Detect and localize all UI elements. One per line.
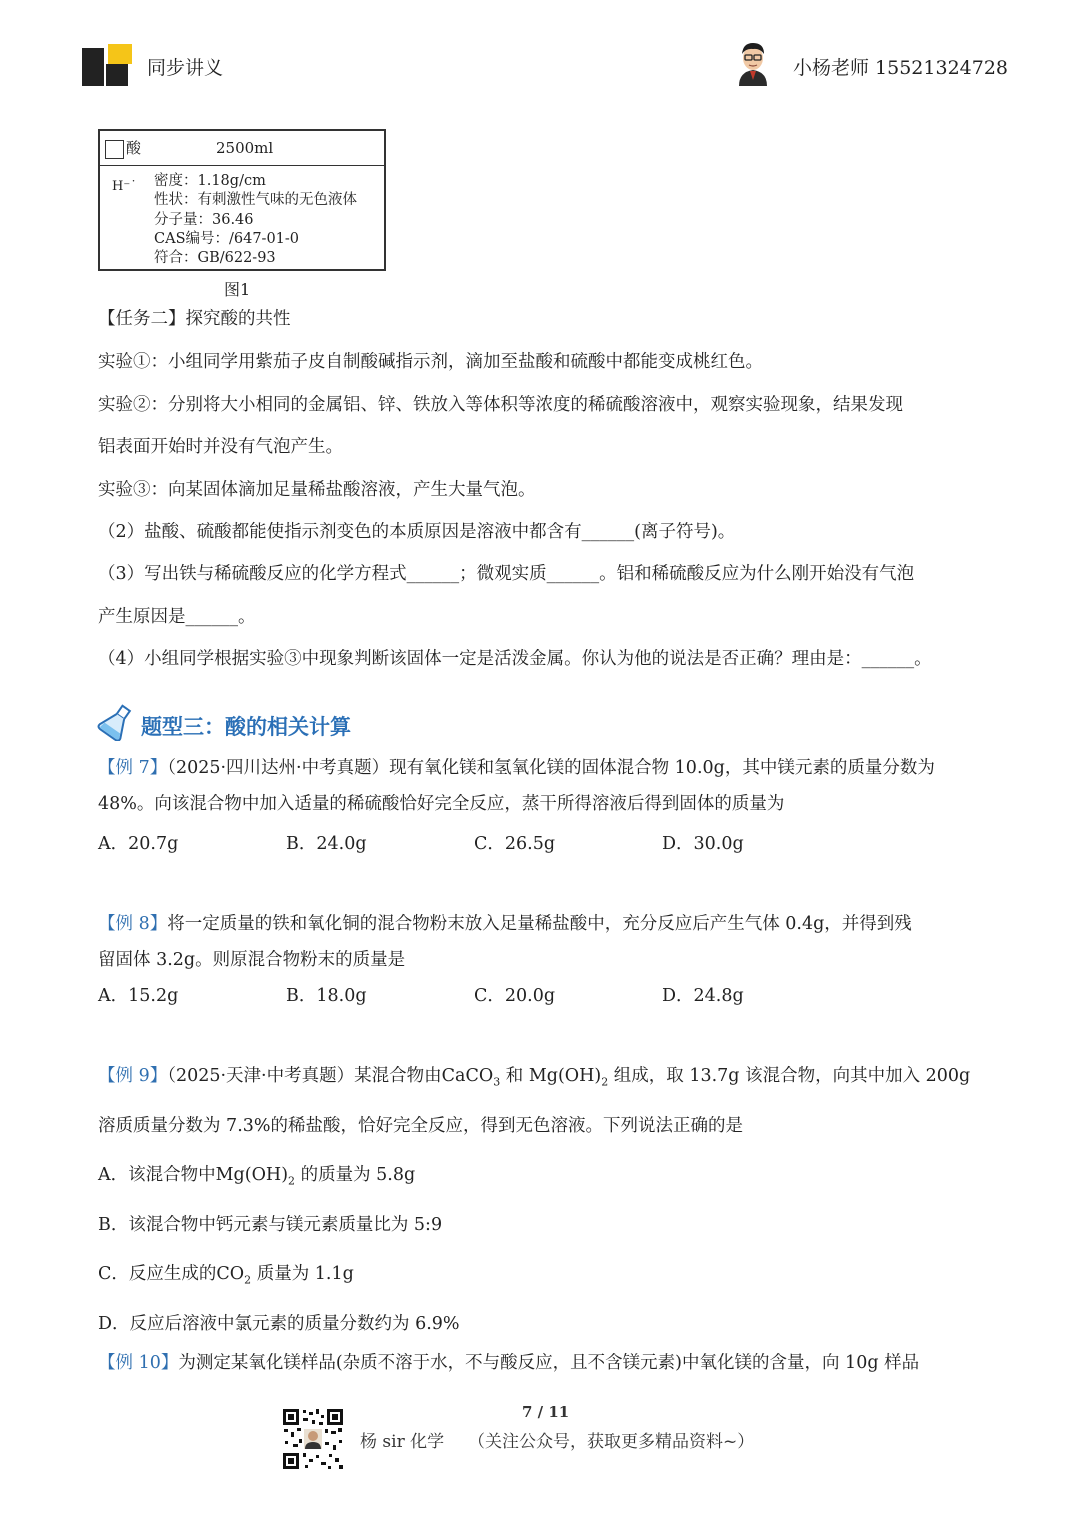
qr-code (281, 1407, 345, 1471)
task2-q4: （4）小组同学根据实验③中现象判断该固体一定是活泼金属。你认为他的说法是否正确？理由是：______。 (98, 649, 932, 669)
ex7-line2: 48%。向该混合物中加入适量的稀硫酸恰好完全反应，蒸干所得溶液后得到固体的质量为 (98, 794, 785, 814)
ex9-text1b: 组成，取 13.7g 该混合物，向其中加入 200g (608, 1066, 971, 1086)
header-title: 同步讲义 (147, 57, 224, 79)
ex7-option-d[interactable]: D．30.0g (662, 834, 744, 854)
ex9-mgoh-sub: 2 (601, 1075, 609, 1089)
ex9-mgoh: Mg(OH) (528, 1066, 602, 1086)
teacher-contact: 小杨老师 15521324728 (793, 57, 1009, 79)
ex9-optC-co2: CO (216, 1264, 245, 1284)
reagent-cas: CAS编号：/647-01-0 (154, 231, 300, 247)
ex9-caco3: CaCO (441, 1066, 494, 1086)
figure-caption: 图1 (224, 280, 251, 299)
ex9-optA-b: 的质量为 5.8g (295, 1165, 416, 1185)
ex9-line2: 溶质质量分数为 7.3%的稀盐酸，恰好完全反应，得到无色溶液。下列说法正确的是 (98, 1116, 744, 1136)
task2-title: 【任务二】探究酸的共性 (98, 309, 291, 329)
ex9-optA-sub: 2 (288, 1174, 296, 1188)
ex8-option-c[interactable]: C．20.0g (474, 986, 556, 1006)
page-number: 7 / 11 (522, 1403, 570, 1421)
reagent-volume: 2500ml (216, 139, 274, 157)
reagent-molecular-weight: 分子量：36.46 (154, 212, 254, 228)
ex8-option-a[interactable]: A．15.2g (98, 986, 179, 1006)
ex9-line1 (98, 1064, 970, 1095)
ex8-text1: 将一定质量的铁和氧化铜的混合物粉末放入足量稀盐酸中，充分反应后产生气体 0.4g，并得到残 (167, 914, 912, 934)
flask-icon (96, 703, 136, 741)
ex9-optC-b: 质量为 1.1g (251, 1264, 354, 1284)
reagent-density: 密度：1.18g/cm (154, 173, 266, 189)
ex7-tag: 【例 7】 (98, 758, 168, 778)
ex7-line1 (98, 756, 935, 780)
task2-q3-line1: （3）写出铁与稀硫酸反应的化学方程式______；微观实质______。铝和稀硫酸反应为什么刚开始没有气泡 (98, 564, 915, 584)
reagent-standard: 符合：GB/622-93 (154, 250, 276, 266)
ex7-option-c[interactable]: C．26.5g (474, 834, 556, 854)
task2-exp2-line2: 铝表面开始时并没有气泡产生。 (98, 437, 343, 457)
ex8-line2: 留固体 3.2g。则原混合物粉末的质量是 (98, 950, 406, 970)
section3-title: 题型三：酸的相关计算 (141, 715, 351, 739)
task2-exp3: 实验③：向某固体滴加足量稀盐酸溶液，产生大量气泡。 (98, 480, 536, 500)
ex9-and: 和 (500, 1066, 529, 1086)
footer-note: （关注公众号，获取更多精品资料~） (468, 1432, 755, 1452)
task2-q2: （2）盐酸、硫酸都能使指示剂变色的本质原因是溶液中都含有______(离子符号)。 (98, 522, 736, 542)
brand-logo (80, 42, 136, 88)
ex9-text1a: （2025·天津·中考真题）某混合物由 (167, 1066, 442, 1086)
ex9-optC-sub: 2 (244, 1273, 252, 1287)
label-name-box (105, 140, 124, 159)
reagent-formula: H⁻˙ (112, 179, 137, 194)
ex10-tag: 【例 10】 (98, 1353, 179, 1373)
ex9-option-b[interactable]: B．该混合物中钙元素与镁元素质量比为 5:9 (98, 1215, 443, 1235)
ex9-optA-a: A．该混合物中 (98, 1165, 216, 1185)
ex9-optC-a: C．反应生成的 (98, 1264, 217, 1284)
ex9-caco3-sub: 3 (493, 1075, 501, 1089)
ex8-line1 (98, 912, 912, 936)
reagent-label-header (100, 131, 384, 166)
ex9-option-d[interactable]: D．反应后溶液中氯元素的质量分数约为 6.9% (98, 1314, 460, 1334)
ex9-tag: 【例 9】 (98, 1066, 168, 1086)
footer-brand: 杨 sir 化学 (360, 1432, 445, 1452)
ex8-tag: 【例 8】 (98, 914, 168, 934)
ex7-text1: （2025·四川达州·中考真题）现有氧化镁和氢氧化镁的固体混合物 10.0g，其中镁元素的质量分数为 (167, 758, 935, 778)
ex10-line1 (98, 1351, 919, 1375)
ex9-option-a[interactable] (98, 1163, 415, 1194)
task2-exp1: 实验①：小组同学用紫茄子皮自制酸碱指示剂，滴加至盐酸和硫酸中都能变成桃红色。 (98, 352, 763, 372)
reagent-name: 酸 (126, 139, 142, 157)
reagent-label-card (98, 129, 386, 271)
ex7-option-a[interactable]: A．20.7g (98, 834, 179, 854)
task2-q3-line2: 产生原因是______。 (98, 607, 256, 627)
ex8-option-b[interactable]: B．18.0g (286, 986, 367, 1006)
ex8-option-d[interactable]: D．24.8g (662, 986, 744, 1006)
ex9-optA-mgoh: Mg(OH) (215, 1165, 289, 1185)
ex10-text1: 为测定某氧化镁样品(杂质不溶于水，不与酸反应，且不含镁元素)中氧化镁的含量，向 10g 样品 (178, 1353, 920, 1373)
ex9-option-c[interactable] (98, 1262, 354, 1293)
reagent-property: 性状：有刺激性气味的无色液体 (154, 192, 357, 208)
task2-exp2-line1: 实验②：分别将大小相同的金属铝、锌、铁放入等体积等浓度的稀硫酸溶液中，观察实验现象，结果发现 (98, 395, 903, 415)
ex7-option-b[interactable]: B．24.0g (286, 834, 367, 854)
teacher-avatar (733, 38, 773, 86)
